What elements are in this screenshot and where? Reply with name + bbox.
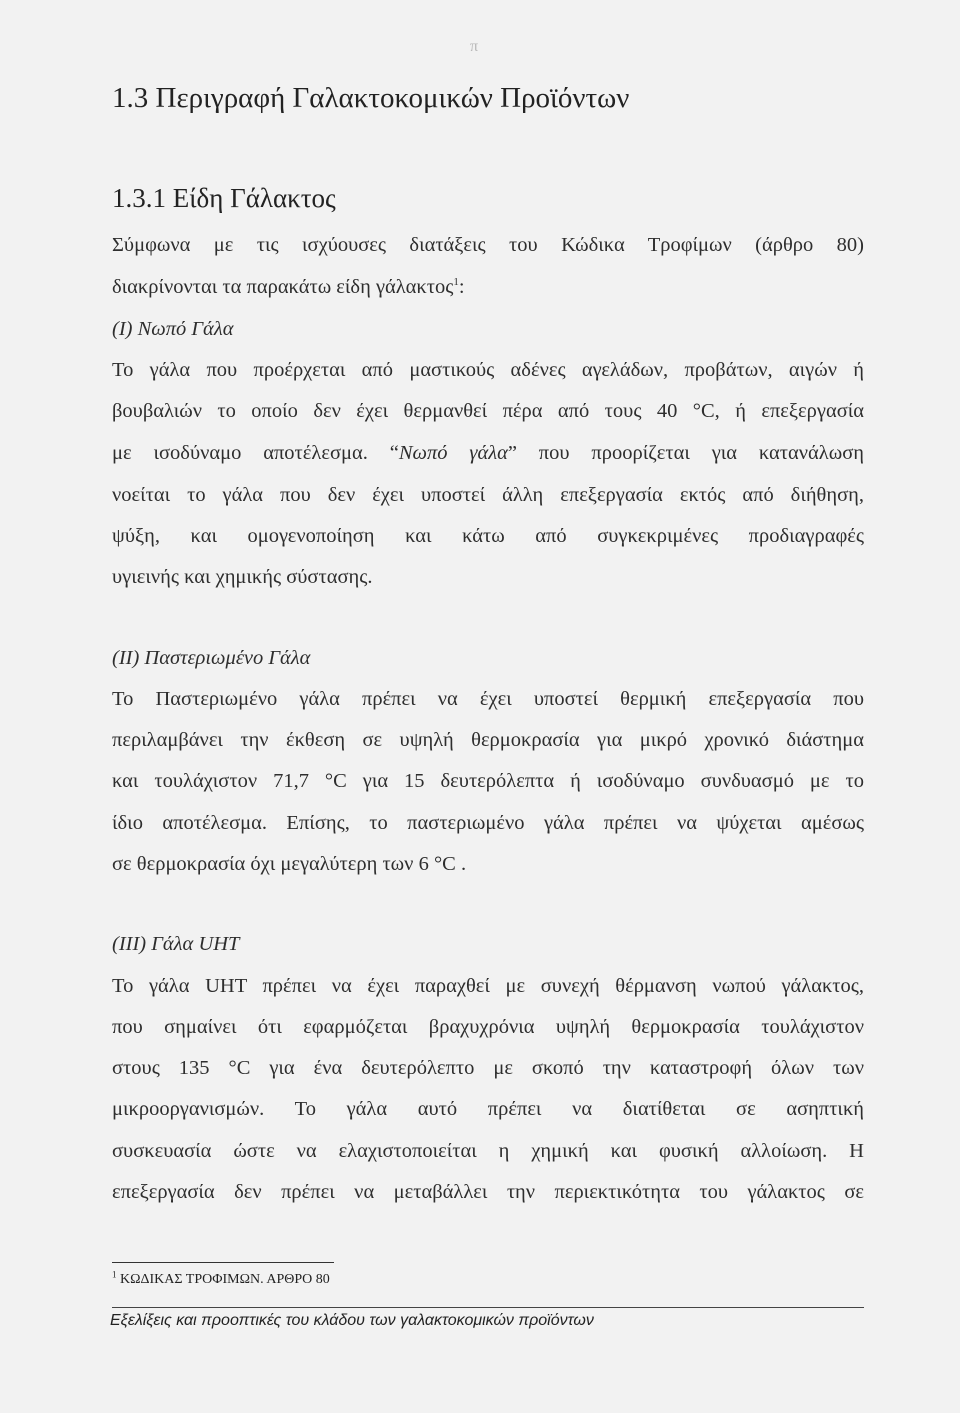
pasteurized-line-4: ίδιο αποτέλεσμα. Επίσης, το παστεριωμένο γάλα πρέπει να ψύχεται αμέσως [112,812,864,834]
footnote-divider [112,1262,334,1263]
footnote [112,1269,330,1288]
uht-line-3: στους 135 °C για ένα δευτερόλεπτο με σκοπό την καταστροφή όλων των [112,1057,864,1079]
pasteurized-line-1: Το Παστεριωμένο γάλα πρέπει να έχει υποστεί θερμική επεξεργασία που [112,688,864,710]
running-footer: Εξελίξεις και προοπτικές του κλάδου των γαλακτοκομικών προϊόντων [110,1312,594,1329]
fresh-line-6: υγιεινής και χημικής σύστασης. [112,566,373,588]
fresh-line-3-c: ” που προορίζεται για κατανάλωση [507,442,864,464]
uht-line-6: επεξεργασία δεν πρέπει να μεταβάλλει την περιεκτικότητα του γάλακτος σε [112,1181,864,1203]
footnote-mark: 1 [112,1269,117,1280]
pasteurized-heading: (II) Παστεριωμένο Γάλα [112,647,311,669]
footnote-text: ΚΩΔΙΚΑΣ ΤΡΟΦΙΜΩΝ. ΑΡΘΡΟ 80 [120,1272,330,1287]
fresh-line-4: νοείται το γάλα που δεν έχει υποστεί άλλη επεξεργασία εκτός από διήθηση, [112,484,864,506]
fresh-line-3-b: Νωπό γάλα [398,442,508,464]
fresh-line-5: ψύξη, και ομογενοποίηση και κάτω από συγκεκριμένες προδιαγραφές [112,525,864,547]
uht-heading: (III) Γάλα UHT [112,933,240,955]
pasteurized-line-2: περιλαμβάνει την έκθεση σε υψηλή θερμοκρασία για μικρό χρονικό διάστημα [112,729,864,751]
fresh-line-2: βουβαλιών το οποίο δεν έχει θερμανθεί πέρα από τους 40 °C, ή επεξεργασία [112,400,864,422]
page-mark: π [470,38,479,55]
intro-line-2 [112,275,864,299]
footnote-ref: 1 [453,276,459,289]
footer-divider [112,1307,864,1308]
pasteurized-line-5: σε θερμοκρασία όχι μεγαλύτερη των 6 °C . [112,853,467,875]
section-title: 1.3 Περιγραφή Γαλακτοκομικών Προϊόντων [112,82,630,114]
fresh-line-3 [112,441,864,465]
uht-line-2: που σημαίνει ότι εφαρμόζεται βραχυχρόνια υψηλή θερμοκρασία τουλάχιστον [112,1016,864,1038]
subsection-title: 1.3.1 Είδη Γάλακτος [112,183,336,213]
fresh-milk-heading: (I) Νωπό Γάλα [112,318,234,340]
intro-line-2-text: διακρίνονται τα παρακάτω είδη γάλακτος [112,276,454,298]
intro-line-2-end: : [458,276,465,298]
intro-line-1: Σύμφωνα με τις ισχύουσες διατάξεις του Κώδικα Τροφίμων (άρθρο 80) [112,234,864,256]
uht-line-1: Το γάλα UHT πρέπει να έχει παραχθεί με συνεχή θέρμανση νωπού γάλακτος, [112,975,864,997]
uht-line-4: μικροοργανισμών. Το γάλα αυτό πρέπει να διατίθεται σε ασηπτική [112,1098,864,1120]
pasteurized-line-3: και τουλάχιστον 71,7 °C για 15 δευτερόλεπτα ή ισοδύναμο συνδυασμό με το [112,770,864,792]
uht-line-5: συσκευασία ώστε να ελαχιστοποιείται η χημική και φυσική αλλοίωση. Η [112,1140,864,1162]
fresh-line-3-a: με ισοδύναμο αποτέλεσμα. “ [112,442,399,464]
fresh-line-1: Το γάλα που προέρχεται από μαστικούς αδένες αγελάδων, προβάτων, αιγών ή [112,359,864,381]
